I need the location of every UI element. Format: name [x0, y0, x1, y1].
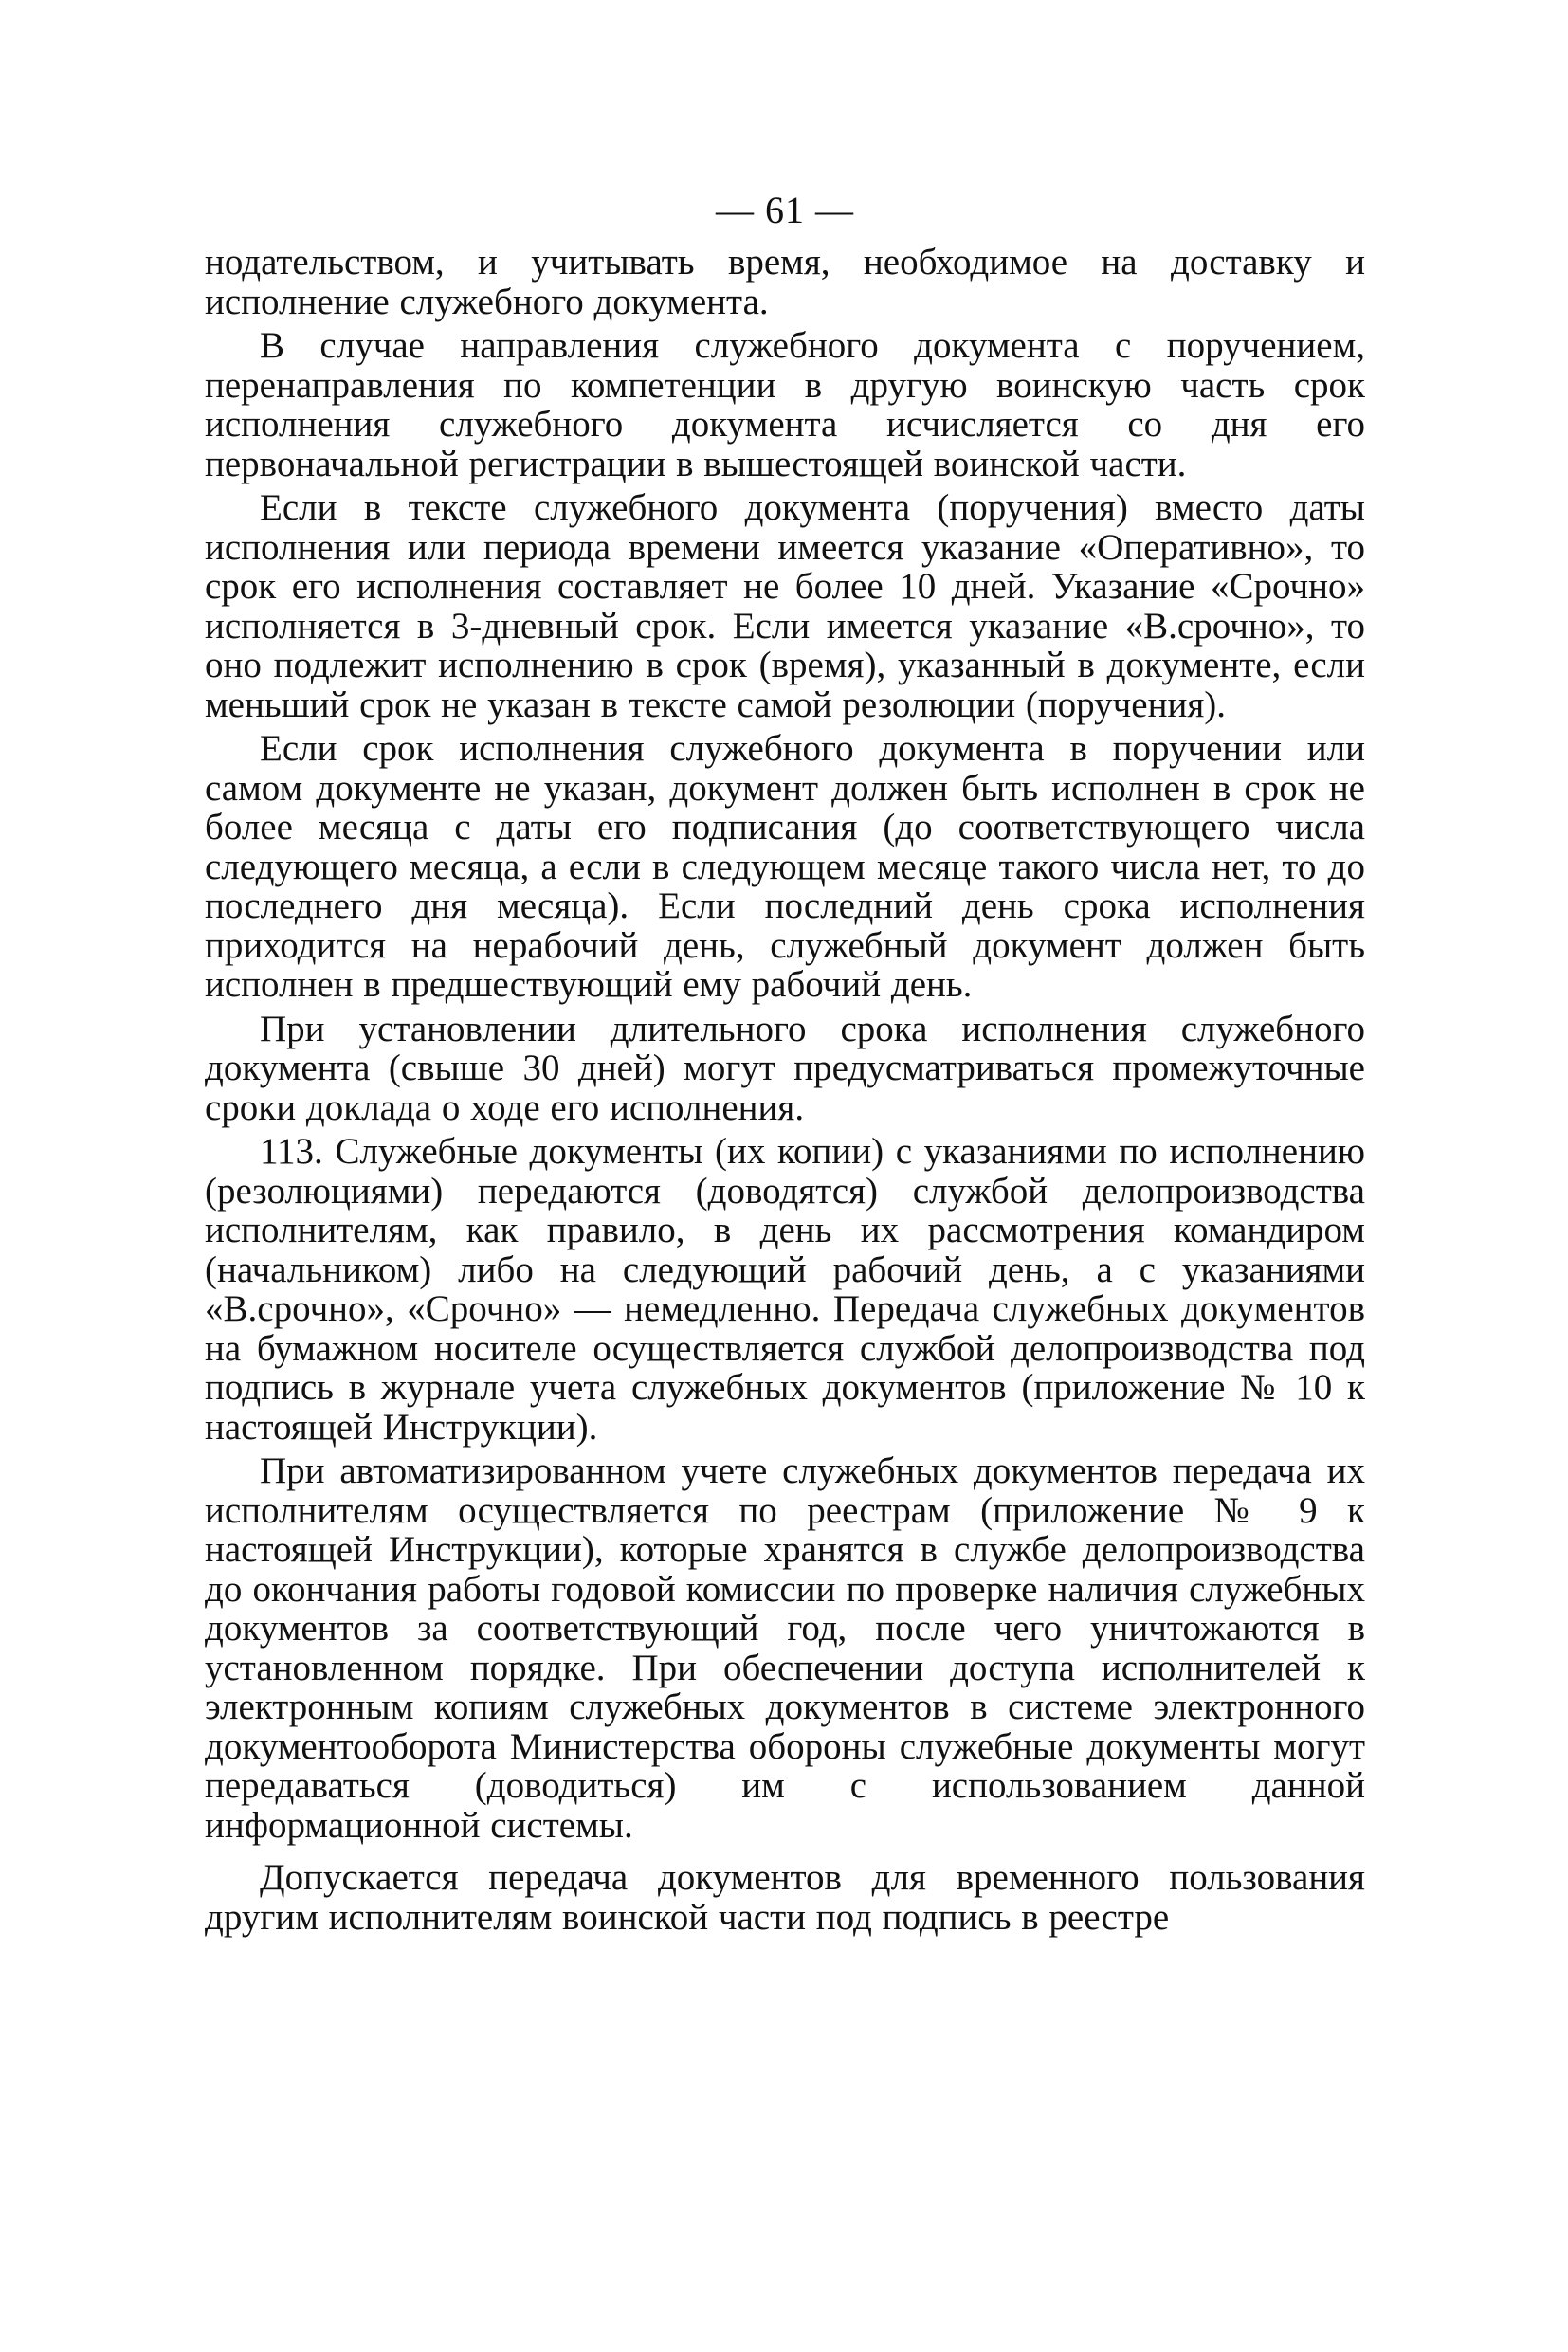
- paragraph-continuation: нодательством, и учитывать время, необходимое на доставку и исполнение служебного документа.: [205, 242, 1365, 322]
- document-page: [205, 190, 1365, 1942]
- paragraph-automated-accounting: При автоматизированном учете служебных документов передача их исполнителям осуществляется по реестрам (приложение № 9 к настоящей Инструкции), которые хранятся в службе делопроизводства до окончания работы годовой комиссии по проверке наличия служебных документов за соответствующий год, после чего уничтожаются в установленном порядке. При обеспечении доступа исполнителей к электронным копиям служебных документов в системе электронного документооборота Министерства обороны служебные документы могут передаваться (доводиться) им с использованием данной информационной системы.: [205, 1450, 1365, 1846]
- paragraph-default-deadline: Если срок исполнения служебного документа в поручении или самом документе не указан, документ должен быть исполнен в срок не более месяца с даты его подписания (до соответствующего числа следующего месяца, а если в следующем месяце такого числа нет, то до последнего дня месяца). Если последний день срока исполнения приходится на нерабочий день, служебный документ должен быть исполнен в предшествующий ему рабочий день.: [205, 728, 1365, 1005]
- paragraph-long-term-deadline: При установлении длительного срока исполнения служебного документа (свыше 30 дней) могут предусматриваться промежуточные сроки доклада о ходе его исполнения.: [205, 1008, 1365, 1128]
- paragraph-item-113: 113. Служебные документы (их копии) с указаниями по исполнению (резолюциями) передаются (доводятся) службой делопроизводства исполнителям, как правило, в день их рассмотрения командиром (начальником) либо на следующий рабочий день, а с указаниями «В.срочно», «Срочно» — немедленно. Передача служебных документов на бумажном носителе осуществляется службой делопроизводства под подпись в журнале учета служебных документов (приложение № 10 к настоящей Инструкции).: [205, 1131, 1365, 1448]
- paragraph-redirection-deadline: В случае направления служебного документа с поручением, перенаправления по компетенции в другую воинскую часть срок исполнения служебного документа исчисляется со дня его первоначальной регистрации в вышестоящей воинской части.: [205, 325, 1365, 484]
- paragraph-urgency-markers: Если в тексте служебного документа (поручения) вместо даты исполнения или периода времени имеется указание «Оперативно», то срок его исполнения составляет не более 10 дней. Указание «Срочно» исполняется в 3-дневный срок. Если имеется указание «В.срочно», то оно подлежит исполнению в срок (время), указанный в документе, если меньший срок не указан в тексте самой резолюции (поручения).: [205, 487, 1365, 725]
- paragraph-temporary-use: Допускается передача документов для временного пользования другим исполнителям воинской части под подпись в реестре: [205, 1857, 1365, 1938]
- page-number: — 61 —: [716, 189, 854, 231]
